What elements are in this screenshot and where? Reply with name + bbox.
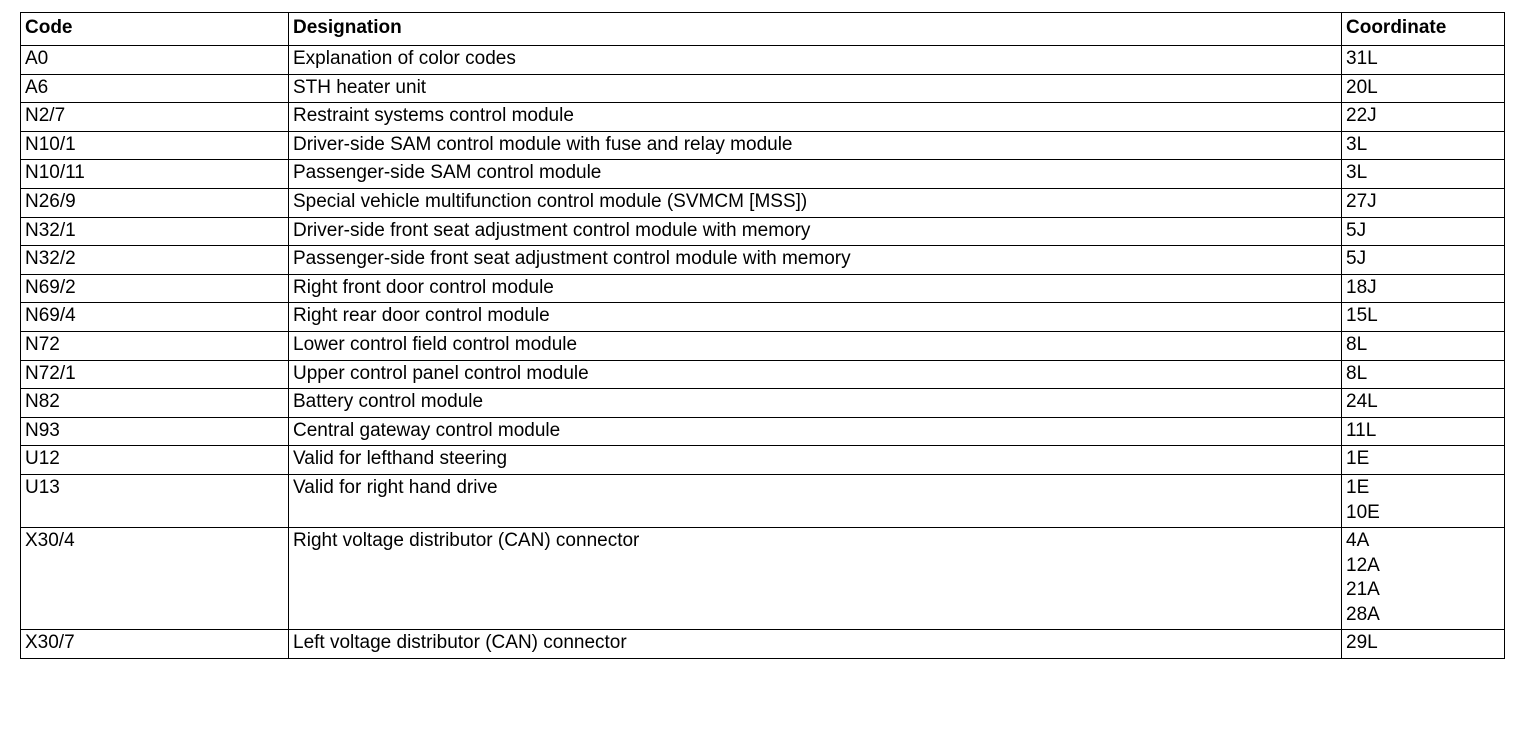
coordinate-value: 18J (1346, 276, 1377, 298)
component-code-cell: A0 (21, 46, 289, 75)
table-row (21, 74, 1505, 103)
table-row (21, 103, 1505, 132)
table-row (21, 446, 1505, 475)
designation-cell: Right rear door control module (289, 303, 1342, 332)
table-row (21, 417, 1505, 446)
table-row (21, 630, 1505, 659)
designation-column-header: Designation (289, 13, 1342, 46)
coordinate-cell (1342, 217, 1505, 246)
coordinate-cell (1342, 188, 1505, 217)
coordinate-value: 29L (1346, 632, 1378, 654)
coordinate-cell (1342, 389, 1505, 418)
component-code-cell: X30/7 (21, 630, 289, 659)
component-code-cell: N10/1 (21, 131, 289, 160)
table-row (21, 246, 1505, 275)
component-code-cell: N93 (21, 417, 289, 446)
table-row (21, 474, 1505, 527)
component-code-cell: N26/9 (21, 188, 289, 217)
coordinate-cell (1342, 160, 1505, 189)
designation-cell: Driver-side SAM control module with fuse and relay module (289, 131, 1342, 160)
designation-cell: Battery control module (289, 389, 1342, 418)
coordinate-cell (1342, 246, 1505, 275)
designation-cell: STH heater unit (289, 74, 1342, 103)
table-row (21, 46, 1505, 75)
coordinate-value: 22J (1346, 105, 1377, 127)
component-code-cell: U12 (21, 446, 289, 475)
table-row (21, 274, 1505, 303)
component-code-cell: N10/11 (21, 160, 289, 189)
coordinate-value: 1E (1346, 448, 1370, 470)
header-row (21, 13, 1505, 46)
component-code-cell: N32/1 (21, 217, 289, 246)
coordinate-cell (1342, 528, 1505, 630)
coordinate-value: 27J (1346, 190, 1377, 212)
coordinate-value: 10E (1346, 501, 1380, 523)
coordinate-cell (1342, 274, 1505, 303)
designation-cell: Left voltage distributor (CAN) connector (289, 630, 1342, 659)
coordinate-value: 12A (1346, 554, 1380, 576)
component-code-cell: N2/7 (21, 103, 289, 132)
designation-cell: Upper control panel control module (289, 360, 1342, 389)
component-code-cell: A6 (21, 74, 289, 103)
coordinate-value: 21A (1346, 579, 1380, 601)
designation-cell: Right front door control module (289, 274, 1342, 303)
component-code-cell: U13 (21, 474, 289, 527)
designation-cell: Explanation of color codes (289, 46, 1342, 75)
table-row (21, 389, 1505, 418)
coordinate-value: 28A (1346, 603, 1380, 625)
coordinate-cell (1342, 46, 1505, 75)
designation-cell: Valid for right hand drive (289, 474, 1342, 527)
coordinate-cell (1342, 446, 1505, 475)
coordinate-cell (1342, 331, 1505, 360)
coordinate-value: 3L (1346, 162, 1368, 184)
coordinate-value: 11L (1346, 419, 1377, 441)
table-row (21, 528, 1505, 630)
designation-cell: Lower control field control module (289, 331, 1342, 360)
designation-cell: Special vehicle multifunction control module (SVMCM [MSS]) (289, 188, 1342, 217)
coordinate-cell (1342, 474, 1505, 527)
coordinate-cell (1342, 303, 1505, 332)
designation-cell: Valid for lefthand steering (289, 446, 1342, 475)
coordinate-cell (1342, 630, 1505, 659)
coordinate-cell (1342, 417, 1505, 446)
table-row (21, 303, 1505, 332)
coordinate-column-header: Coordinate (1342, 13, 1505, 46)
code-column-header: Code (21, 13, 289, 46)
coordinate-value: 3L (1346, 133, 1368, 155)
designation-cell: Restraint systems control module (289, 103, 1342, 132)
designation-cell: Passenger-side front seat adjustment control module with memory (289, 246, 1342, 275)
component-code-cell: N69/4 (21, 303, 289, 332)
designation-cell: Passenger-side SAM control module (289, 160, 1342, 189)
table-row (21, 131, 1505, 160)
table-body (21, 46, 1505, 659)
component-code-cell: N72 (21, 331, 289, 360)
coordinate-cell (1342, 74, 1505, 103)
coordinate-cell (1342, 360, 1505, 389)
coordinate-cell (1342, 103, 1505, 132)
component-code-cell: N32/2 (21, 246, 289, 275)
coordinate-value: 20L (1346, 76, 1378, 98)
component-legend-table (20, 12, 1505, 659)
coordinate-value: 31L (1346, 48, 1378, 69)
coordinate-cell (1342, 131, 1505, 160)
table-row (21, 360, 1505, 389)
component-code-cell: X30/4 (21, 528, 289, 630)
coordinate-value: 24L (1346, 391, 1378, 413)
designation-cell: Right voltage distributor (CAN) connector (289, 528, 1342, 630)
component-code-cell: N82 (21, 389, 289, 418)
table-row (21, 331, 1505, 360)
coordinate-value: 8L (1346, 362, 1368, 384)
coordinate-value: 5J (1346, 248, 1367, 270)
table-row (21, 217, 1505, 246)
coordinate-value: 15L (1346, 305, 1378, 327)
designation-cell: Central gateway control module (289, 417, 1342, 446)
designation-cell: Driver-side front seat adjustment control module with memory (289, 217, 1342, 246)
table-row (21, 188, 1505, 217)
component-code-cell: N69/2 (21, 274, 289, 303)
coordinate-value: 5J (1346, 219, 1367, 241)
coordinate-value: 4A (1346, 530, 1370, 552)
coordinate-value: 8L (1346, 333, 1368, 355)
table-row (21, 160, 1505, 189)
component-code-cell: N72/1 (21, 360, 289, 389)
coordinate-value: 1E (1346, 476, 1370, 498)
